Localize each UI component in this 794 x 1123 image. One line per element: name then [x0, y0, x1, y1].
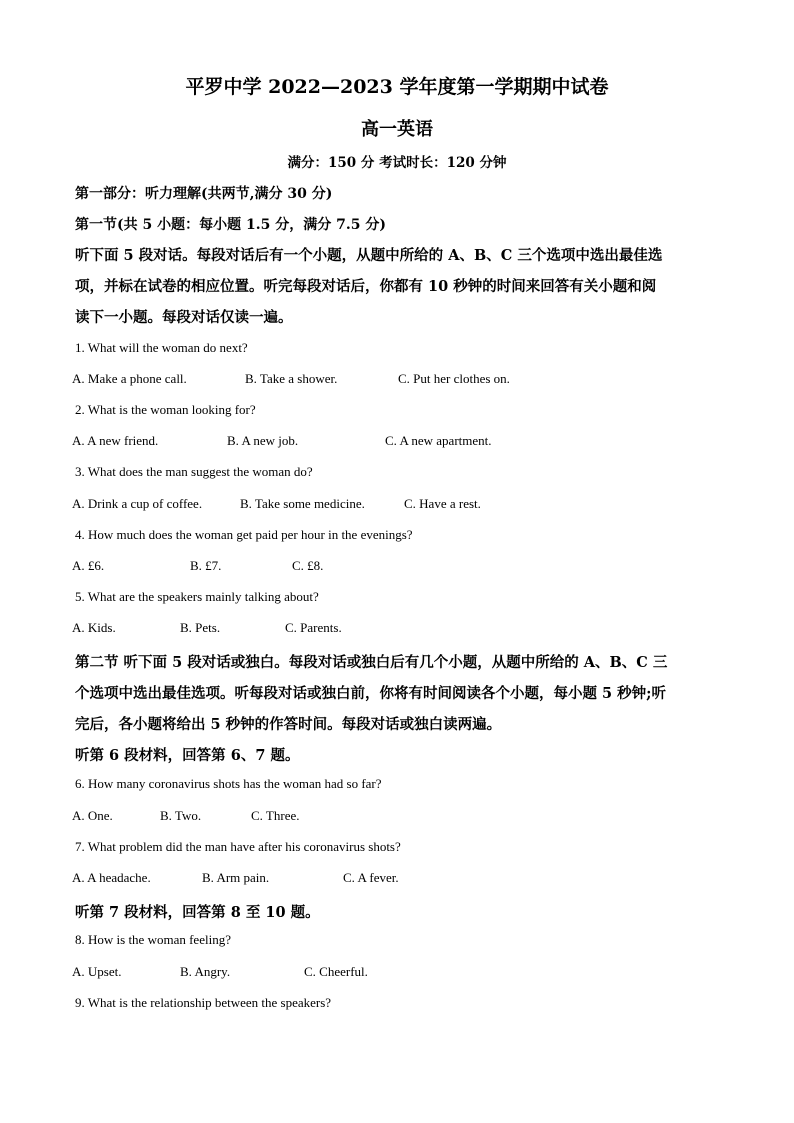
option-a[interactable]: A. A headache. [72, 870, 151, 885]
section1-instructions-line: 项，并标在试卷的相应位置。听完每段对话后，你都有 10 秒钟的时间来回答有关小题和阅 [75, 278, 657, 295]
question-text: 9. What is the relationship between the speakers? [75, 995, 332, 1010]
section2-instructions-line: 第二节 听下面 5 段对话或独白。每段对话或独白后有几个小题，从题中所给的 A、B、C 三 [75, 654, 668, 671]
option-b[interactable]: B. Angry. [180, 964, 231, 979]
option-c[interactable]: C. Three. [251, 808, 300, 823]
option-a[interactable]: A. £6. [72, 558, 105, 573]
option-b[interactable]: B. Take some medicine. [240, 496, 365, 511]
part1-heading: 第一部分：听力理解(共两节,满分 30 分) [75, 186, 333, 202]
option-b[interactable]: B. Take a shower. [245, 371, 338, 386]
exam-subtitle: 高一英语 [361, 119, 433, 140]
option-a[interactable]: A. Drink a cup of coffee. [72, 496, 203, 511]
option-a[interactable]: A. Upset. [72, 964, 122, 979]
option-c[interactable]: C. Put her clothes on. [398, 371, 510, 386]
option-c[interactable]: C. £8. [292, 558, 324, 573]
option-c[interactable]: C. Have a rest. [404, 496, 481, 511]
option-a[interactable]: A. Make a phone call. [72, 371, 187, 386]
question-text: 2. What is the woman looking for? [75, 402, 256, 417]
question-text: 7. What problem did the man have after his coronavirus shots? [75, 839, 401, 854]
option-b[interactable]: B. Pets. [180, 620, 221, 635]
option-c[interactable]: C. Parents. [285, 620, 342, 635]
option-a[interactable]: A. One. [72, 808, 113, 823]
option-c[interactable]: C. A fever. [343, 870, 399, 885]
question-text: 4. How much does the woman get paid per hour in the evenings? [75, 527, 413, 542]
section2-instructions-line: 个选项中选出最佳选项。听每段对话或独白前，你将有时间阅读各个小题，每小题 5 秒钟;听 [75, 685, 667, 702]
option-c[interactable]: C. Cheerful. [304, 964, 368, 979]
section1-instructions-line: 读下一小题。每段对话仅读一遍。 [75, 309, 293, 326]
material-6-heading: 听第 6 段材料，回答第 6、7 题。 [75, 747, 300, 764]
question-text: 1. What will the woman do next? [75, 340, 248, 355]
option-b[interactable]: B. A new job. [227, 433, 299, 448]
question-text: 5. What are the speakers mainly talking about? [75, 589, 319, 604]
question-text: 3. What does the man suggest the woman do? [75, 464, 313, 479]
option-a[interactable]: A. Kids. [72, 620, 116, 635]
question-text: 6. How many coronavirus shots has the woman had so far? [75, 776, 382, 791]
option-b[interactable]: B. Two. [160, 808, 202, 823]
exam-title: 平罗中学 2022—2023 学年度第一学期期中试卷 [185, 76, 609, 98]
question-text: 8. How is the woman feeling? [75, 932, 231, 947]
material-7-heading: 听第 7 段材料，回答第 8 至 10 题。 [75, 904, 320, 921]
option-a[interactable]: A. A new friend. [72, 433, 159, 448]
section1-instructions-line: 听下面 5 段对话。每段对话后有一个小题，从题中所给的 A、B、C 三个选项中选出最佳选 [75, 247, 663, 264]
option-b[interactable]: B. Arm pain. [202, 870, 270, 885]
section2-instructions-line: 完后，各小题将给出 5 秒钟的作答时间。每段对话或独白读两遍。 [75, 716, 502, 733]
section1-heading: 第一节(共 5 小题：每小题 1.5 分，满分 7.5 分) [75, 217, 386, 233]
option-b[interactable]: B. £7. [190, 558, 222, 573]
exam-meta: 满分：150 分 考试时长：120 分钟 [287, 155, 507, 171]
option-c[interactable]: C. A new apartment. [385, 433, 492, 448]
